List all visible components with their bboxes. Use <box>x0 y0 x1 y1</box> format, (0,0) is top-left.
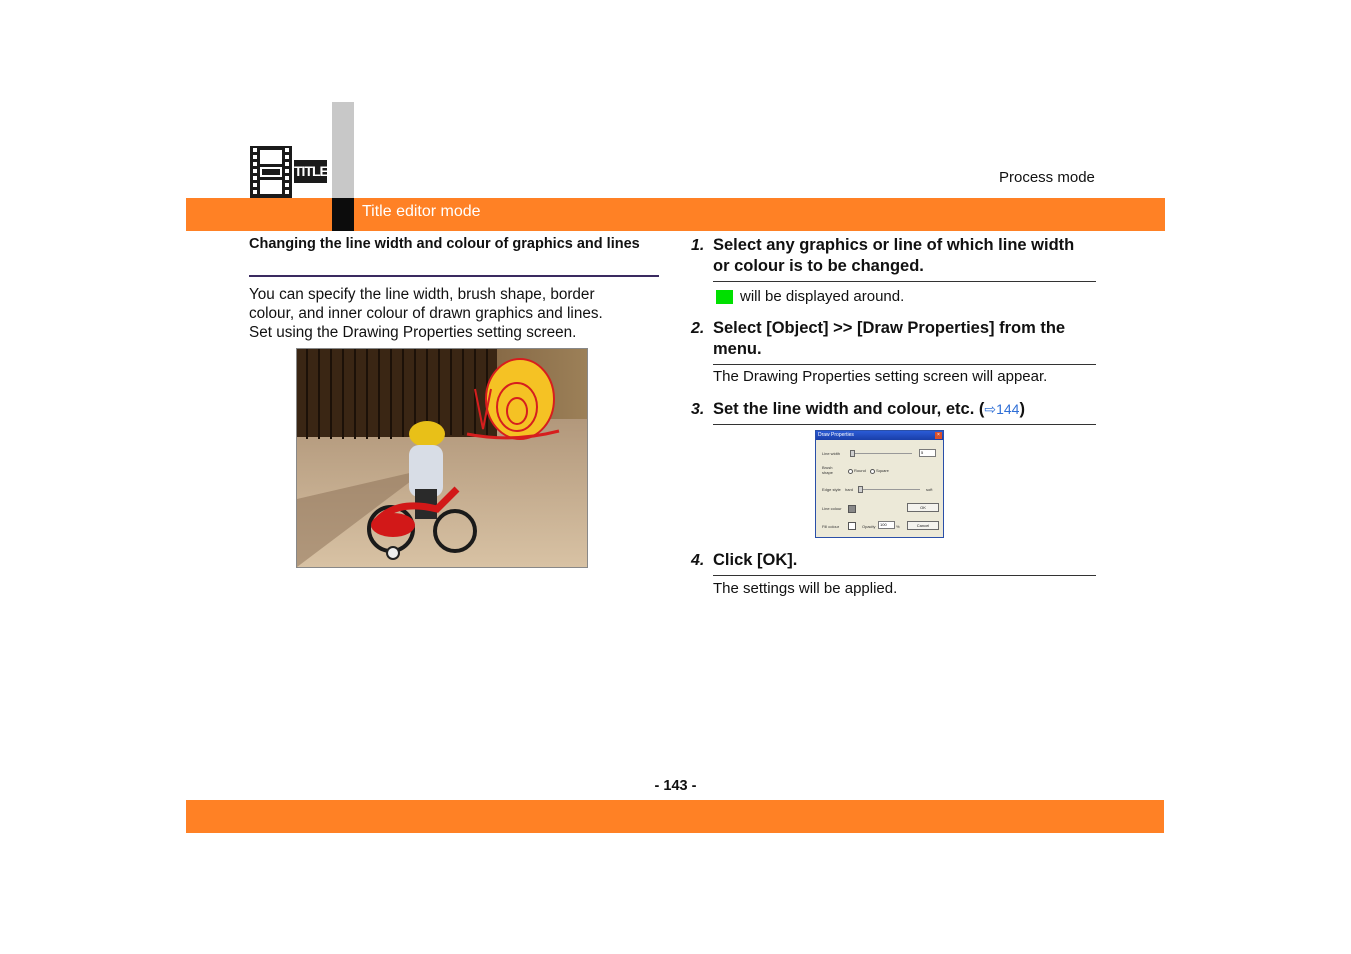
close-icon[interactable]: × <box>935 432 942 439</box>
opacity-percent-label: % <box>896 524 900 529</box>
edge-style-label: Edge style <box>822 487 841 492</box>
heading-underline <box>249 275 659 277</box>
step-1-title-line-2: or colour is to be changed. <box>713 257 924 275</box>
line-colour-swatch[interactable] <box>848 505 856 513</box>
selection-handle-swatch <box>716 290 733 304</box>
film-strip-icon <box>250 146 292 198</box>
step-4-rule <box>713 575 1096 576</box>
footer-bar <box>186 800 1164 833</box>
brush-shape-label-line-1: Brush <box>822 465 833 470</box>
example-photo <box>296 348 588 568</box>
fill-colour-label: Fill colour <box>822 524 840 529</box>
page-number: - 143 - <box>654 778 697 794</box>
page-link-number[interactable]: 144 <box>996 401 1020 417</box>
step-1-description: will be displayed around. <box>740 288 905 305</box>
brush-shape-label <box>822 465 833 475</box>
step-3-title <box>713 399 1103 420</box>
square-radio[interactable] <box>870 469 875 474</box>
step-2-number: 2. <box>691 320 705 337</box>
step-1-title <box>713 235 1103 277</box>
edge-hard-label: hard <box>845 487 854 492</box>
page-link[interactable] <box>984 401 1019 417</box>
step-4-title: Click [OK]. <box>713 551 798 569</box>
dialog-title: Draw Properties <box>818 432 854 438</box>
title-badge-icon: TITLE <box>294 160 327 183</box>
intro-line-1: You can specify the line width, brush shape, border <box>249 286 595 303</box>
line-width-input[interactable]: 5 <box>919 449 936 457</box>
intro-line-3: Set using the Drawing Properties setting screen. <box>249 324 577 341</box>
draw-properties-dialog <box>815 430 944 538</box>
step-2-rule <box>713 364 1096 365</box>
step-2-description: The Drawing Properties setting screen will appear. <box>713 368 1048 385</box>
edge-style-slider-thumb[interactable] <box>858 486 863 493</box>
opacity-input[interactable]: 100 <box>878 521 895 529</box>
round-radio[interactable] <box>848 469 853 474</box>
edge-style-slider[interactable] <box>858 489 920 490</box>
line-width-slider-thumb[interactable] <box>850 450 855 457</box>
dialog-titlebar <box>816 431 943 440</box>
step-4-description: The settings will be applied. <box>713 580 898 597</box>
step-1-title-line-1: Select any graphics or line of which line width <box>713 236 1075 254</box>
step-4-number: 4. <box>691 552 705 569</box>
process-mode-label: Process mode <box>999 169 1095 186</box>
intro-text <box>249 285 659 342</box>
brush-shape-label-line-2: shape <box>822 470 833 475</box>
opacity-label: Opacity <box>862 524 876 529</box>
step-3-title-text: Set the line width and colour, etc. ( <box>713 400 985 418</box>
header-gray-tab <box>332 102 354 199</box>
line-colour-label: Line colour <box>822 506 842 511</box>
step-1-rule <box>713 281 1096 282</box>
intro-line-2: colour, and inner colour of drawn graphics and lines. <box>249 305 603 322</box>
header-black-tab <box>332 198 354 231</box>
step-1-number: 1. <box>691 237 705 254</box>
step-2-title <box>713 318 1103 360</box>
cancel-button[interactable]: Cancel <box>907 521 939 530</box>
step-2-title-line-1: Select [Object] >> [Draw Properties] from the <box>713 319 1066 337</box>
section-title: Title editor mode <box>362 203 481 220</box>
ok-button[interactable]: OK <box>907 503 939 512</box>
fill-colour-swatch[interactable] <box>848 522 856 530</box>
step-3-rule <box>713 424 1096 425</box>
line-width-slider[interactable] <box>850 453 912 454</box>
square-label: Square <box>876 468 889 473</box>
edge-soft-label: soft <box>926 487 933 492</box>
line-width-label: Line width <box>822 451 841 456</box>
photo-illustration <box>297 349 587 567</box>
arrow-right-icon: ⇨ <box>984 401 997 417</box>
step-3-number: 3. <box>691 401 705 418</box>
step-3-title-close: ) <box>1019 400 1025 418</box>
step-2-title-line-2: menu. <box>713 340 762 358</box>
subsection-heading: Changing the line width and colour of graphics and lines <box>249 236 640 252</box>
round-label: Round <box>854 468 866 473</box>
